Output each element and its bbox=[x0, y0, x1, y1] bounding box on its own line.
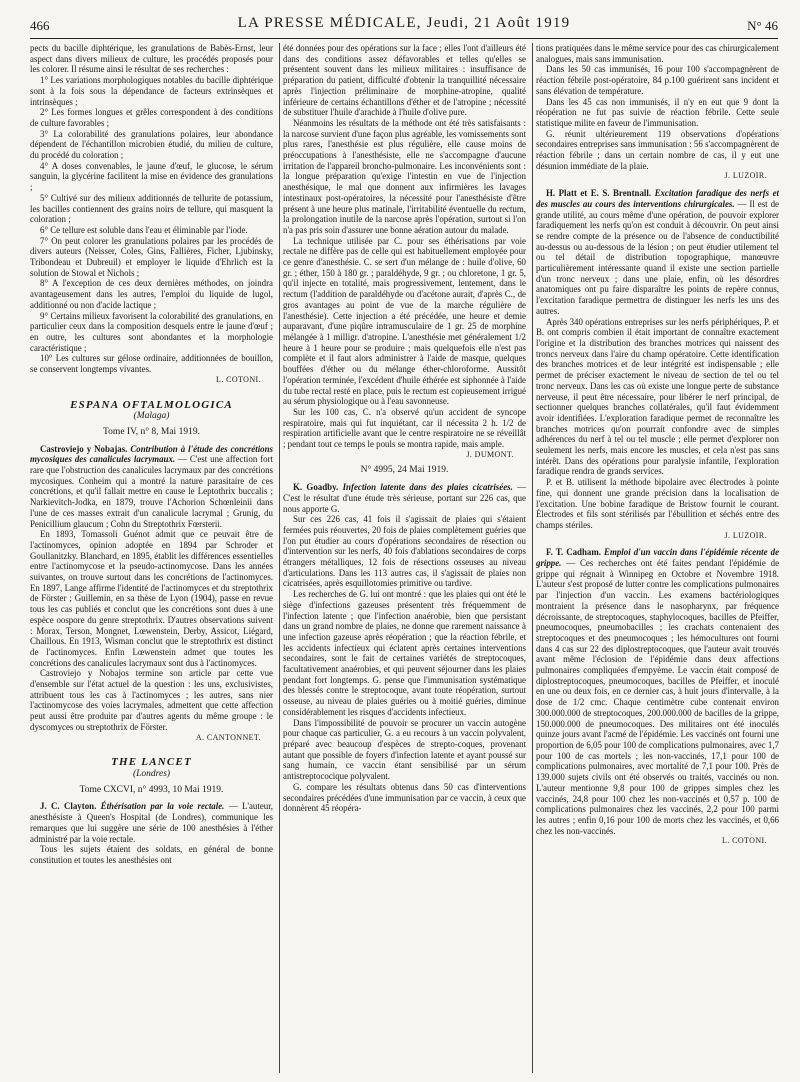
section-title: ESPANA OFTALMOLOGICA bbox=[70, 398, 233, 411]
signature: J. DUMONT. bbox=[466, 449, 514, 459]
article-title: Emploi d'un vaccin dans l'épidémie récente de grippe. bbox=[536, 547, 779, 569]
section-subtitle: (Londres) bbox=[132, 769, 171, 779]
article-lead bbox=[536, 188, 779, 316]
paragraph-text: — L'auteur, anesthésiste à Queen's Hospital (de Londres), communique les remarques que lui suggère une série de 100 anesthésies à l'éther administré par la voie rectale. bbox=[30, 801, 273, 844]
paragraph: été données pour des opérations sur la face ; elles l'ont d'ailleurs été dans des conditions assez défavorables et telles qu'elles se présentent souvent dans les milieux militaires : insuffisance de préparation du patient, difficulté d'obtenir la tranquillité nécessaire après l'injection préliminaire de morphine-atropine, qualité inférieure de certains échantillons d'éther et de l'atropine ; nécessité de substituer l'huile d'arachide à l'huile d'olive pure. bbox=[283, 43, 526, 118]
paragraph: G. compare les résultats obtenus dans 50 cas d'interventions secondaires précédées d'une immunisation par ce vaccin, à ceux que donnèrent 45 réopéra- bbox=[283, 781, 526, 814]
list-item: 2° Les formes longues et grêles correspondent à des conditions de culture favorables ; bbox=[30, 107, 273, 128]
article-lead bbox=[30, 444, 273, 530]
paragraph-text: — C'est une affection fort rare que l'obstruction des canalicules lacrymaux par des concrétions mycosiques. Conheim qui a montré la nature parasitaire de ces concrétions, et qu'il fallait mettre en cause le Leptothrix buccalis ; Narkievitch-Jodka, en 1879, trouve l'Achorion Schœnleinii dans l'une de ces masses extrait d'un canalicule lacrymal ; Grunig, du Penicillium glaucum ; Cohn du Streptothrix Fœrsterii. bbox=[30, 454, 273, 529]
list-item: 6° Ce tellure est soluble dans l'eau et éliminable par l'iode. bbox=[40, 224, 248, 235]
column-divider-2 bbox=[532, 43, 533, 1073]
article-title: Contribution à l'étude des concrétions mycosiques des canalicules lacrymaux. bbox=[30, 443, 273, 465]
paragraph: La technique utilisée par C. pour ses éthérisations par voie rectale ne diffère pas de celle qui est habituellement employée pour ce genre d'anesthésie. C. se sert d'un mélange de : huile d'olive, 60 gr. ; éther, 150 à 180 gr. ; paraldéhyde, 9 gr. ; ou chloretone, 1 gr. 5, qu'il injecte en totalité, mais progressivement, lentement, dans le rectum (l'addition de paraldéhyde ou d'acétone aurait, d'après C., de gros avantages au point de vue de la marche régulière de l'anesthésie). Cette injection a été précédée, une heure et demie auparavant, d'une piqûre intramusculaire de 1 gr. 25 de morphine mélangée à 1 milligr. d'atropine. L'anesthésie met généralement 1/2 heure à 1 heure pour se produire ; mais quelquefois elle n'est pas complète et il faut alors administrer à l'aide de masque, quelques bouffées d'éther ou du mélange éther-chloroforme. Aussitôt l'opération terminée, l'excédent d'huile éthérée est siphonnée à l'aide du tube rectal resté en place, puis le rectum est copieusement irrigué au sérum physiologique ou à l'eau savonneuse. bbox=[283, 235, 526, 407]
paragraph: Néanmoins les résultats de la méthode ont été très satisfaisants : la narcose survient d'une façon plus agréable, les vomissements sont plus rares, l'anesthésie est plus régulière, elle cause moins de préoccupations à l'anesthésiste, elle ne s'accompagne d'aucune irritation de l'appareil broncho-pulmonaire. Les inconvénients sont : la longue préparation qu'exige l'intestin en vue de l'injection anesthésique, le mal que donnent aux infirmières les lavages intestinaux post-opératoires, la nécessité pour l'anesthésiste d'être présent à une heure plus matinale, l'irritabilité éventuelle du rectum, la prolongation inutile de la narcose après l'opération, surtout si l'on n'a pas pris soin d'assurer une bonne aération autour du malade. bbox=[283, 117, 526, 235]
paragraph: P. et B. utilisent la méthode bipolaire avec électrodes à pointe fine, qui donnent une grande précision dans la localisation de l'excitation. Une bobine faradique de Bristow fournit le courant. Électrodes et fils sont stérilisés par l'ébullition et séchés entre des champs stériles. bbox=[536, 477, 779, 530]
issue-line: Tome IV, n° 8, Mai 1919. bbox=[103, 426, 200, 437]
list-item: 5° Cultivé sur des milieux additionnés de tellurite de potassium, les bacilles contiennent des grains noirs de tellure, qui masquent la coloration ; bbox=[30, 192, 273, 225]
paragraph: Après 340 opérations entreprises sur les nerfs périphériques, P. et B. ont compris combien il était important de connaître exactement l'origine et la distribution des branches motrices qui naissent des troncs nerveux dans l'aire du champ opératoire. Cette identification des branches motrices et de leur intégrité est indispensable ; elle permet de préciser exactement le niveau de section de tel ou tel tronc nerveux. Dans les cas où existe une longue perte de substance nerveuse, il peut être nécessaire, pour libérer le nerf principal, de sectionner quelques branches collatérales, qu'il faut évidemment avoir identifiées. L'exploration faradique permet de reconnaître les branches motrices qu'on pourrait confondre avec de simples adhérences du nerf à tel ou tel muscle ; elle permet d'explorer non seulement les nerfs, mais encore les muscles, et cela n'est pas sans intérêt. Dans des opérations pour paralysie infantile, l'exploration faradique rendra de grands services. bbox=[536, 316, 779, 477]
list-item: 3° La colorabilité des granulations polaires, leur abondance dépendent de l'échantillon microbien étudié, du milieu de culture, du procédé du coloration ; bbox=[30, 128, 273, 161]
paragraph: Sur ces 226 cas, 41 fois il s'agissait de plaies qui s'étaient fermées puis réouvertes, 20 fois de plaies complètement guéries que l'on put étudier au cours d'opérations secondaires de résection ou d'intervention sur les nerfs, 40 fois d'ablations secondaires de corps étrangers métalliques, 12 fois de résections osseuses au niveau d'articulations. Dans les 113 autres cas, il s'agissait de plaies non cicatrisées, après esquillotomies primitive ou tardive. bbox=[283, 514, 526, 589]
section-title: THE LANCET bbox=[111, 756, 192, 769]
column-1 bbox=[30, 43, 273, 1078]
signature: J. LUZOIR. bbox=[724, 530, 767, 540]
signature: L. COTONI. bbox=[722, 836, 767, 846]
article-title: Infection latente dans des plaies cicatrisées. bbox=[342, 482, 513, 493]
article-authors: K. Goadby. bbox=[293, 482, 339, 493]
paragraph: Tous les sujets étaient des soldats, en général de bonne constitution et toutes les anesthésies ont bbox=[30, 844, 273, 865]
paragraph: tions pratiquées dans le même service pour des cas chirurgicalement analogues, mais sans immunisation. bbox=[536, 43, 779, 64]
article-title: Excitation faradique des nerfs et des muscles au cours des interventions chirurgicales. bbox=[536, 188, 779, 209]
list-item: 4° A doses convenables, le jaune d'œuf, le glucose, le sérum sanguin, la glycérine facilitent la mise en évidence des granulations ; bbox=[30, 160, 273, 193]
column-3 bbox=[536, 43, 779, 1078]
paragraph: Sur les 100 cas, C. n'a observé qu'un accident de syncope respiratoire, mais qui fut inquiétant, car il nécessita 2 h. 1/2 de respiration artificielle avant que le centre respiratoire ne se réveillât ; pendant tout ce temps le pouls se montra rapide, mais ample. bbox=[283, 406, 526, 450]
header-rule bbox=[30, 38, 778, 39]
article-authors: J. C. Clayton. bbox=[40, 801, 97, 812]
column-2 bbox=[283, 43, 526, 1078]
page-header bbox=[30, 14, 778, 36]
paragraph: Les recherches de G. lui ont montré : que les plaies qui ont été le siège d'infections gazeuses présentent très fréquemment de l'infection latente ; que l'infection anaérobie, bien que persistant dans un grand nombre de plaies, ne donne que rarement naissance à une infection gazeuse après réopération ; que la réaction fébrile, et les accidents infectieux qui éclatent après certaines interventions secondaires, sont le fait de certaines variétés de streptocoques, facultativement anaérobies, et qui peuvent séjourner dans les plaies pendant fort longtemps. G. pense que l'immunisation systématique des blessés contre le streptocoque, avant toute réopération, surtout osseuse, au niveau de plaies guéries ou à moitié guéries, diminue considérablement les risques d'accidents infectieux. bbox=[283, 589, 526, 717]
signature: J. LUZOIR. bbox=[724, 171, 767, 181]
paragraph: pects du bacille diphtérique, les granulations de Babès-Ernst, leur aspect dans divers milieux de culture, les procédés proposés pour les colorer. Il résume ainsi le résultat de ses recherches : bbox=[30, 43, 273, 75]
list-item: 9° Certains milieux favorisent la colorabilité des granulations, en particulier ceux dans la composition desquels entre le jaune d'œuf ; en outre, les cultures sont abondantes et la morphologie caractéristique ; bbox=[30, 310, 273, 353]
section-subtitle: (Malaga) bbox=[133, 411, 170, 422]
article-lead bbox=[536, 547, 779, 836]
article-lead bbox=[283, 482, 526, 514]
article-authors: H. Platt et E. S. Brentnall. bbox=[546, 188, 652, 199]
paragraph: Dans l'impossibilité de pouvoir se procurer un vaccin autogène pour chaque cas particulier, G. a eu recours à un vaccin polyvalent, préparé avec beaucoup d'espèces de strepto-coques, provenant autant que possible de foyers d'infection latente et ayant poussé sur sang humain, ce vaccin étant sensibilisé par un sérum antistreptococique polyvalent. bbox=[283, 717, 526, 782]
article-lead bbox=[30, 801, 273, 844]
paragraph-text: — Il est de grande utilité, au cours même d'une opération, de pouvoir explorer faradiquement les nerfs qu'on est conduit à découvrir. On peut ainsi se rendre compte de la présence ou de l'absence de conductibilité au-dessus ou au-dessous de la lésion ; on peut étudier utilement tel ou tel détail de distribution topographique, manœuvre particulièrement intéressante quand il existe une section partielle d'un tronc nerveux ; dans une plaie, enfin, où les désordres anatomiques ont pu faire disparaître les points de repère connus, l'excitation faradique permettra de distinguer les nerfs les uns des autres. bbox=[536, 198, 779, 316]
paragraph: Dans les 50 cas immunisés, 16 pour 100 s'accompagnèrent de réaction fébrile post-opératoire, 84 p.100 guérirent sans incident et sans élévation de température. bbox=[536, 64, 779, 96]
article-title: Éthérisation par la voie rectale. bbox=[100, 801, 225, 812]
signature: L. COTONI. bbox=[216, 374, 261, 384]
issue-line: N° 4995, 24 Mai 1919. bbox=[360, 465, 449, 476]
list-item: 10° Les cultures sur gélose ordinaire, additionnées de bouillon, se conservent longtemps vivantes. bbox=[30, 353, 273, 375]
list-item: 7° On peut colorer les granulations polaires par les procédés de divers auteurs (Neisser, Coles, Gins, Fallières, Ficher, Ljubinsky, Tribondeau et Dubreuil) et employer le liquide d'Ehrlich est la solution de Stowal et Nichols ; bbox=[30, 235, 273, 278]
paragraph: Dans les 45 cas non immunisés, il n'y en eut que 9 dont la réopération ne fut pas suivie de réaction fébrile. Cette seule statistique milite en faveur de l'immunisation. bbox=[536, 96, 779, 128]
page-number: 466 bbox=[30, 18, 50, 33]
column-divider-1 bbox=[279, 43, 280, 1073]
signature: A. CANTONNET. bbox=[195, 732, 261, 742]
article-authors: F. T. Cadham. bbox=[546, 547, 601, 558]
journal-title: LA PRESSE MÉDICALE, Jeudi, 21 Août 1919 bbox=[237, 15, 571, 31]
paragraph: En 1893, Tomassoli Guénot admit que ce peuvait être de l'actinomyces, opinion adoptée en 1894 par Schroder et Goullanitzky. Blanchard, en 1895, établit les différences essentielles entre l'actinomycose et la pseudo-actinomycose. Dans les années suivantes, on trouve surtout dans les concrétions de l'actinomyces. En 1897, Lange affirme l'identité de l'actinomyces et du streptothrix de Förster ; Guillemin, en sa thèse de Lyon (1904), passe en revue tous les cas publiés et conclut que les concrétions sont dues à une espèce oospore du genre streptothrix. D'autres observations suivent : Morax, Terson, Mongnet, Lœwenstein, Derby, Assicot, Liégard, Chaillous. En 1913, Wisman conclut que le streptothrix est distinct de l'actinomyces. Enfin Lœwenstein admet que toutes les concrétions des canalicules lacrymaux sont dus à l'actinomyces. bbox=[30, 529, 273, 668]
paragraph: G. réunit ultérieurement 119 observations d'opérations secondaires entreprises sans immunisation : 56 s'accompagnèrent de réaction fébrile ; dans un certain nombre de cas, il y eut une désunion immédiate de la plaie. bbox=[536, 128, 779, 171]
paragraph-text: — C'est le résultat d'une étude très sérieuse, portant sur 226 cas, que nous apporte G. bbox=[283, 482, 526, 514]
issue-line: Tome CXCVI, n° 4993, 10 Mai 1919. bbox=[79, 784, 224, 795]
paragraph: Castroviejo y Nobajos termine son article par cette vue d'ensemble sur l'état actuel de la question : les uns, exclusivistes, attribuent tous les cas à l'actinomyces ; les autres, sans nier l'actinomycose des voies lacrymales, admettent que cette affection peut aussi être produite par d'autres agents du même groupe : le dyscomyces ou streptothrix de Förster. bbox=[30, 668, 273, 732]
article-authors: Castroviejo y Nobajas. bbox=[40, 443, 128, 454]
issue-number: N° 46 bbox=[747, 18, 778, 33]
list-item: 8° A l'exception de ces deux dernières méthodes, on joindra avantageusement dans les autres, l'emploi du liquide de lugol, additionné ou non d'acide lactique ; bbox=[30, 278, 273, 310]
paragraph-text: — Ces recherches ont été faites pendant l'épidémie de grippe qui régnait à Winnipeg en Octobre et Novembre 1918. L'auteur s'est proposé de lutter contre les complications pulmonaires par l'injection d'un vaccin. Les examens bactériologiques montraient la présence dans le nasopharynx, par fréquence décroissante, de streptocoques, staphylocoques, bacilles de Pfeiffer, pneumocoques, pneumobacilles ; les crachats contenaient des streptocoques et des pneumocoques ; les hémocultures ont fourni dans 4 cas sur 22 des diplostreptocoques, que l'auteur avait trouvés avant même l'éclosion de l'épidémie dans deux affections pulmonaires compliquées d'empyème. Le vaccin était composé de diplostreptocoques, pneumocoques, bacilles de Pfeiffer, et inoculé en une ou deux fois, en ce dernier cas, à huit jours d'intervalle, à la dose de 1/2 cmc. Chaque centimètre cube contenait environ 300.000.000 de streptocoques, 200.000.000 de bacilles de la grippe, 150.000.000 de pneumocoques. Des militaires ont été inoculés quinze jours avant l'acmé de l'épidémie. Les vaccinés ont fourni une proportion de 6,05 pour 100 de complications pulmonaires, avec 1,7 pour 100 de cas mortels ; les non-vaccinés, 17,1 pour 100 de complications pulmonaires, avec mortalité de 7,1 pour 100. Près de 139.000 sujets civils ont été observés ou traités, vaccinés ou non. L'auteur mentionne 9,8 pour 100 de grippes simples chez les vaccinés, 24,8 pour 100 chez les non-vaccinés et 0,57 p. 100 de complications pulmonaires chez les vaccinés, 2,2 pour 100 parmi les autres ; enfin 0,16 pour 100 de morts chez les vaccinés, et 0,66 chez les non-vaccinés. bbox=[536, 558, 779, 836]
list-item: 1° Les variations morphologiques notables du bacille diphtérique sont à la fois sous la dépendance de facteurs extrinsèques et intrinsèques ; bbox=[30, 75, 273, 107]
